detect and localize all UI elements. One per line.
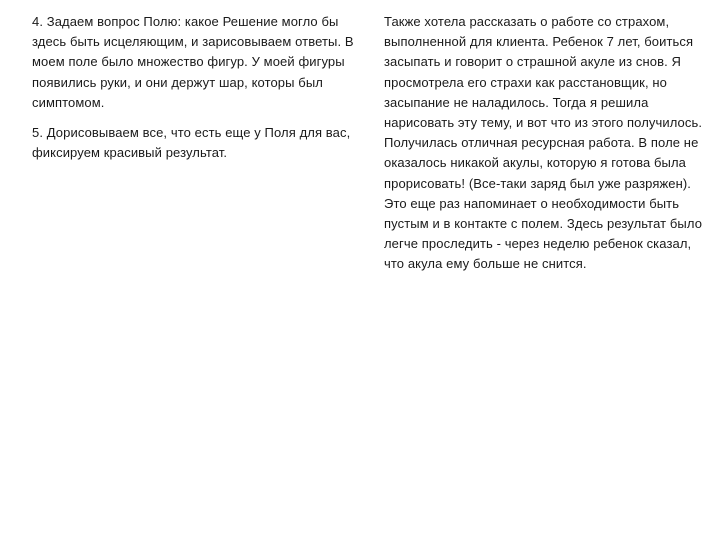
fear-work-paragraph: Также хотела рассказать о работе со страхом, выполненной для клиента. Ребенок 7 лет, боиться засыпать и говорит о страшной акуле из снов. Я просмотрела его страхи как расстановщик, но засыпание не наладилось. Тогда я решила нарисовать эту тему, и вот что из этого получилось. Получилась отличная ресурсная работа. В поле не оказалось никакой акулы, которую я готова была прорисовать! (Все-таки заряд был уже разряжен). Это еще раз напоминает о необходимости быть пустым и в контакте с полем. Здесь результат было легче проследить - через неделю ребенок сказал, что акула ему больше не снится.: [384, 14, 703, 272]
step-4-paragraph: 4. Задаем вопрос Полю: какое Решение могло бы здесь быть исцеляющим, и зарисовываем ответы. В моем поле было множество фигур. У моей фигуры появились руки, и они держут шар, которы был симптомом.: [32, 14, 354, 110]
step-5-paragraph: 5. Дорисовываем все, что есть еще у Поля для вас, фиксируем красивый результат.: [32, 125, 351, 161]
right-text-column: [384, 12, 704, 275]
left-text-column: [32, 12, 372, 163]
